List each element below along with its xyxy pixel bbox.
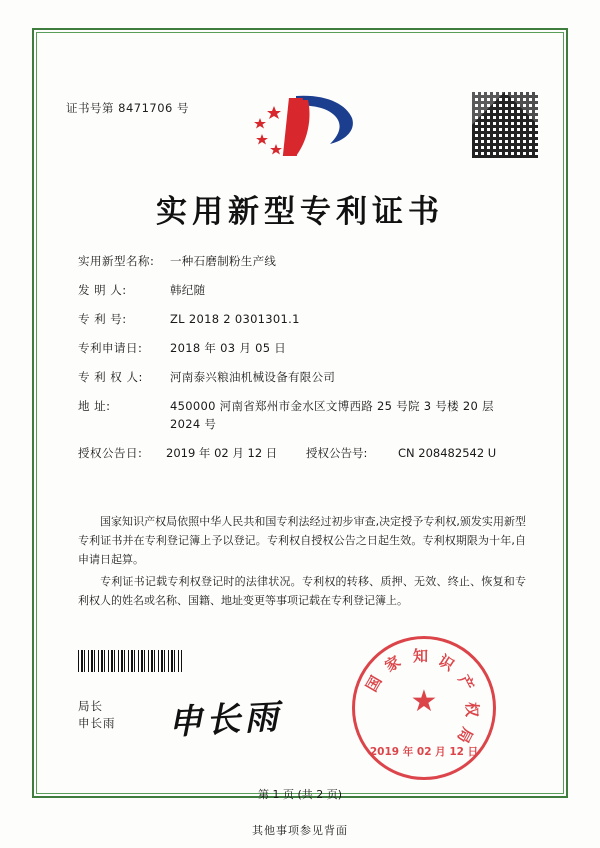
seal-char: 国 (362, 672, 386, 695)
signature-labels (78, 698, 116, 732)
director-name: 申长雨 (78, 716, 116, 730)
legal-paragraph-2: 专利证书记载专利权登记时的法律状况。专利权的转移、质押、无效、终止、恢复和专利权人的姓名或名称、国籍、地址变更等事项记载在专利登记簿上。 (78, 575, 526, 607)
seal-char: 产 (454, 671, 478, 694)
field-row-patentee (78, 368, 528, 386)
director-label: 局长 (78, 699, 103, 713)
field-label: 发 明 人: (78, 283, 127, 297)
seal-char: 局 (453, 724, 477, 747)
grant-date-label: 授权公告日: (78, 446, 143, 460)
field-value: 河南泰兴粮油机械设备有限公司 (170, 370, 336, 384)
grant-number-label: 授权公告号: (306, 446, 368, 460)
field-row-name (78, 252, 528, 270)
field-row-inventor (78, 281, 528, 299)
official-seal (352, 636, 496, 780)
page-number: 第 1 页 (共 2 页) (257, 788, 343, 801)
page-title: 实用新型专利证书 (156, 194, 444, 230)
barcode (78, 650, 182, 672)
field-row-filing-date (78, 339, 528, 357)
field-label: 专 利 号: (78, 312, 127, 326)
field-label: 专 利 权 人: (78, 370, 143, 384)
field-value: 一种石磨制粉生产线 (170, 254, 277, 268)
seal-char: 权 (463, 701, 482, 718)
field-label: 专利申请日: (78, 341, 143, 355)
field-label: 地 址: (78, 399, 111, 413)
legal-paragraph-1: 国家知识产权局依照中华人民共和国专利法经过初步审查,决定授予专利权,颁发实用新型专利证书并在专利登记簿上予以登记。专利权自授权公告之日起生效。专利权期限为十年,自申请日起算。 (78, 515, 526, 566)
seal-star-icon: ★ (410, 684, 438, 720)
footer-note: 其他事项参见背面 (252, 824, 348, 837)
seal-char: 家 (381, 652, 404, 676)
certificate-number: 证书号第 8471706 号 (66, 101, 190, 115)
qr-code-pattern (472, 92, 538, 158)
legal-text (78, 512, 526, 613)
field-row-grant-announcement (78, 444, 528, 462)
field-value: 450000 河南省郑州市金水区文博西路 25 号院 3 号楼 20 层 2024 号 (170, 399, 494, 431)
cnipa-logo (238, 88, 358, 164)
seal-date: 2019 年 02 月 12 日 (369, 746, 479, 758)
field-value: ZL 2018 2 0301301.1 (170, 312, 300, 326)
grant-date-value: 2019 年 02 月 12 日 (166, 446, 278, 460)
field-row-address (78, 397, 528, 433)
field-list (78, 252, 528, 473)
field-value: 2018 年 03 月 05 日 (170, 341, 287, 355)
field-value: 韩纪随 (170, 283, 206, 297)
grant-number-value: CN 208482542 U (398, 446, 497, 460)
qr-code (472, 92, 538, 158)
field-label: 实用新型名称: (78, 254, 155, 268)
seal-char: 识 (435, 651, 458, 675)
handwritten-signature: 申长雨 (167, 697, 284, 743)
field-row-patent-no (78, 310, 528, 328)
seal-char: 知 (413, 647, 429, 665)
